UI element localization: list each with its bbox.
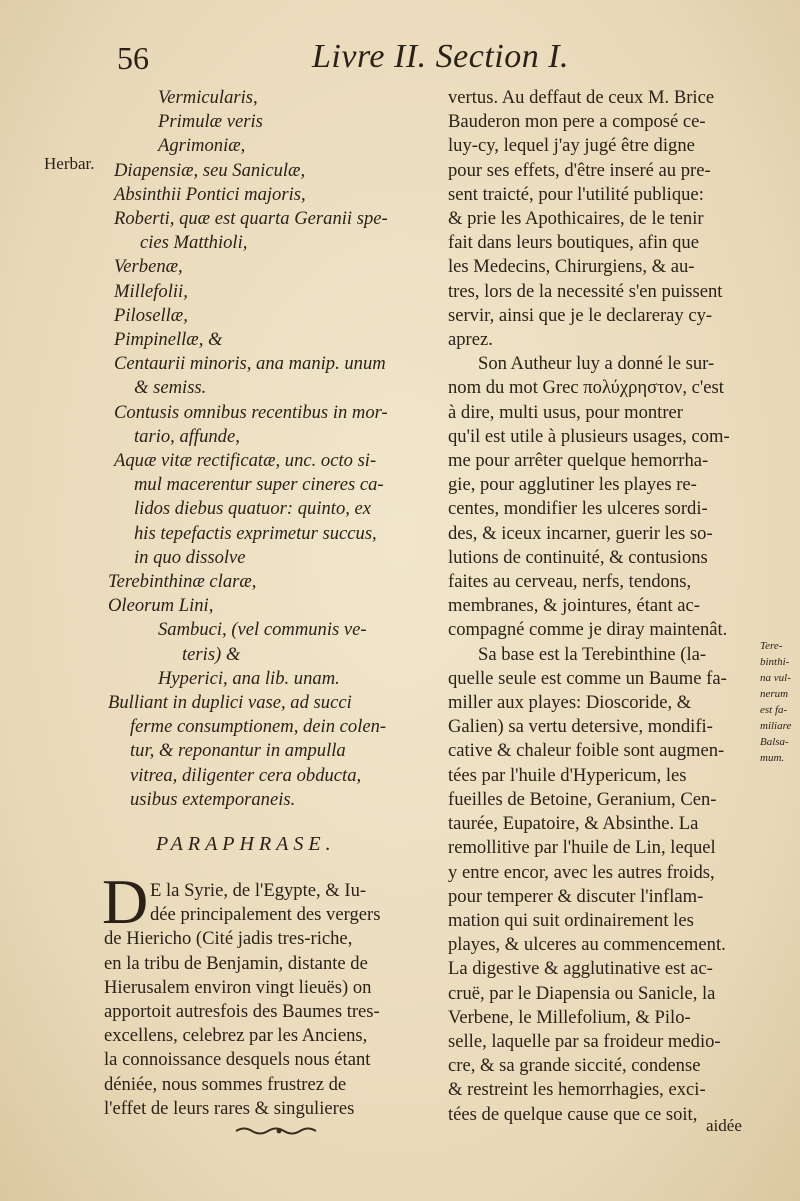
text-line: Bauderon mon pere a composé ce- [448,111,706,133]
text-line: nom du mot Grec πολύχρηστον, c'est [448,377,724,399]
text-line: me pour arrêter quelque hemorrha- [448,450,709,472]
text-line: vertus. Au deffaut de ceux M. Brice [448,87,715,108]
text-line: La digestive & agglutinative est ac- [448,958,713,980]
margin-note-line: binthi- [760,656,790,668]
recipe-line: Contusis omnibus recentibus in mor- [114,401,388,423]
recipe-line: vitrea, diligenter cera obducta, [130,764,362,786]
recipe-line: lidos diebus quatuor: quinto, ex [134,498,372,520]
text-line: lutions de continuité, & contusions [448,546,708,568]
recipe-line: Hyperici, ana lib. unam. [158,667,340,689]
text-line: qu'il est utile à plusieurs usages, com- [448,425,730,447]
text-line: compagné comme je diray maintenât. [448,619,728,641]
recipe-line: Aquæ vitæ rectificatæ, unc. octo si- [114,450,377,472]
text-line: centes, mondifier les ulceres sordi- [448,498,708,520]
recipe-line: Agrimoniæ, [158,135,246,157]
margin-note-line: Balsa- [760,736,789,748]
text-line: en la tribu de Benjamin, distante de [104,952,368,974]
catchword: aidée [706,1116,742,1135]
text-line: Galien) sa vertu detersive, mondifi- [448,716,713,738]
drop-cap: D [102,866,149,937]
margin-note-terebinthina [760,638,800,766]
text-line: de Hiericho (Cité jadis tres-riche, [104,928,353,950]
text-line: faites au cerveau, nerfs, tendons, [448,571,692,593]
recipe-line: in quo dissolve [134,546,246,568]
text-line: playes, & ulceres au commencement. [448,934,726,956]
recipe-line: Pilosellæ, [114,304,188,326]
recipe-line: Terebinthinæ claræ, [108,571,257,593]
text-line: sent traicté, pour l'utilité publique: [448,183,704,205]
recipe-line: Verbenæ, [114,256,183,278]
text-line: E la Syrie, de l'Egypte, & Iu- [150,880,367,901]
text-line: les Medecins, Chirurgiens, & au- [448,256,695,278]
text-line: mation qui suit ordinairement les [448,909,694,931]
recipe-column [104,86,434,812]
recipe-line: tario, affunde, [134,425,240,447]
commentary-column [448,86,760,1127]
text-line: quelle seule est comme un Baume fa- [448,667,727,689]
text-line: Hierusalem environ vingt lieuës) on [104,976,372,998]
recipe-line: his tepefactis exprimetur succus, [134,522,377,544]
text-line: pour ses effets, d'être inseré au pre- [448,159,711,181]
text-line: luy-cy, lequel j'ay jugé être digne [448,135,695,157]
text-line: des, & iceux incarner, guerir les so- [448,522,713,544]
recipe-line: Vermicularis, [158,87,258,108]
recipe-line: Bulliant in duplici vase, ad succi [108,692,352,714]
running-head: Livre II. Section I. [312,38,570,75]
text-line: aprez. [448,329,493,351]
recipe-line: & semiss. [134,377,207,399]
text-line: apportoit autresfois des Baumes tres- [104,1001,380,1023]
recipe-line: Absinthii Pontici majoris, [114,183,306,205]
recipe-line: cies Matthioli, [140,232,248,254]
text-line: Sa base est la Terebinthine (la- [478,643,707,665]
margin-note-line: mum. [760,752,785,764]
text-line: pour temperer & discuter l'inflam- [448,885,704,907]
text-line: miller aux playes: Dioscoride, & [448,692,692,714]
margin-note-line: na vul- [760,672,791,684]
text-line: Verbene, le Millefolium, & Pilo- [448,1006,691,1028]
text-line: Son Autheur luy a donné le sur- [478,353,715,375]
text-line: cruë, par le Diapensia ou Sanicle, la [448,982,716,1004]
recipe-line: ferme consumptionem, dein colen- [130,716,387,738]
recipe-line: Millefolii, [114,280,188,302]
recipe-line: Pimpinellæ, & [114,329,223,351]
text-line: fait dans leurs boutiques, afin que [448,232,699,254]
paraphrase-text [104,879,424,1121]
text-line: excellens, celebrez par les Anciens, [104,1025,368,1047]
text-line: y entre encor, avec les autres froids, [448,861,715,883]
recipe-line: mul macerentur super cineres ca- [134,474,384,496]
page-number: 56 [117,40,149,76]
section-heading: PARAPHRASE. [156,833,336,855]
text-line: la connoissance desquels nous étant [104,1049,371,1071]
recipe-line: Diapensiæ, seu Saniculæ, [114,159,306,181]
text-line: cative & chaleur foible sont augmen- [448,740,725,762]
margin-note-herbar: Herbar. [44,154,95,173]
text-line: & prie les Apothicaires, de le tenir [448,208,704,230]
text-line: gie, pour agglutiner les playes re- [448,474,697,496]
text-line: l'effet de leurs rares & singulieres [104,1097,355,1119]
recipe-line: Primulæ veris [158,111,263,133]
text-line: tres, lors de la necessité s'en puissent [448,280,723,302]
margin-note-line: miliare [760,720,792,732]
text-line: remollitive par l'huile de Lin, lequel [448,837,716,859]
text-line: dée principalement des vergers [150,904,381,926]
recipe-line: Roberti, quæ est quarta Geranii spe- [114,208,388,230]
text-line: cre, & sa grande siccité, condense [448,1055,701,1077]
recipe-line: Sambuci, (vel communis ve- [158,619,367,641]
ornament-icon [234,1126,324,1136]
text-line: membranes, & jointures, étant ac- [448,595,700,617]
recipe-line: tur, & reponantur in ampulla [130,740,346,762]
text-line: déniée, nous sommes frustrez de [104,1073,347,1095]
recipe-line: usibus extemporaneis. [130,788,296,810]
recipe-line: Oleorum Lini, [108,595,214,617]
margin-note-line: est fa- [760,704,788,716]
recipe-line: Centaurii minoris, ana manip. unum [114,353,386,375]
text-line: & restreint les hemorrhagies, exci- [448,1079,706,1101]
margin-note-line: nerum [760,688,789,700]
text-line: servir, ainsi que je le declareray cy- [448,304,713,326]
recipe-line: teris) & [182,643,241,665]
text-line: taurée, Eupatoire, & Absinthe. La [448,813,699,835]
text-line: fueilles de Betoine, Geranium, Cen- [448,788,717,810]
text-line: tées par l'huile d'Hypericum, les [448,764,687,786]
text-line: à dire, multi usus, pour montrer [448,401,683,423]
margin-note-line: Tere- [760,640,783,652]
text-line: tées de quelque cause que ce soit, [448,1103,698,1125]
text-line: selle, laquelle par sa froideur medio- [448,1030,721,1052]
